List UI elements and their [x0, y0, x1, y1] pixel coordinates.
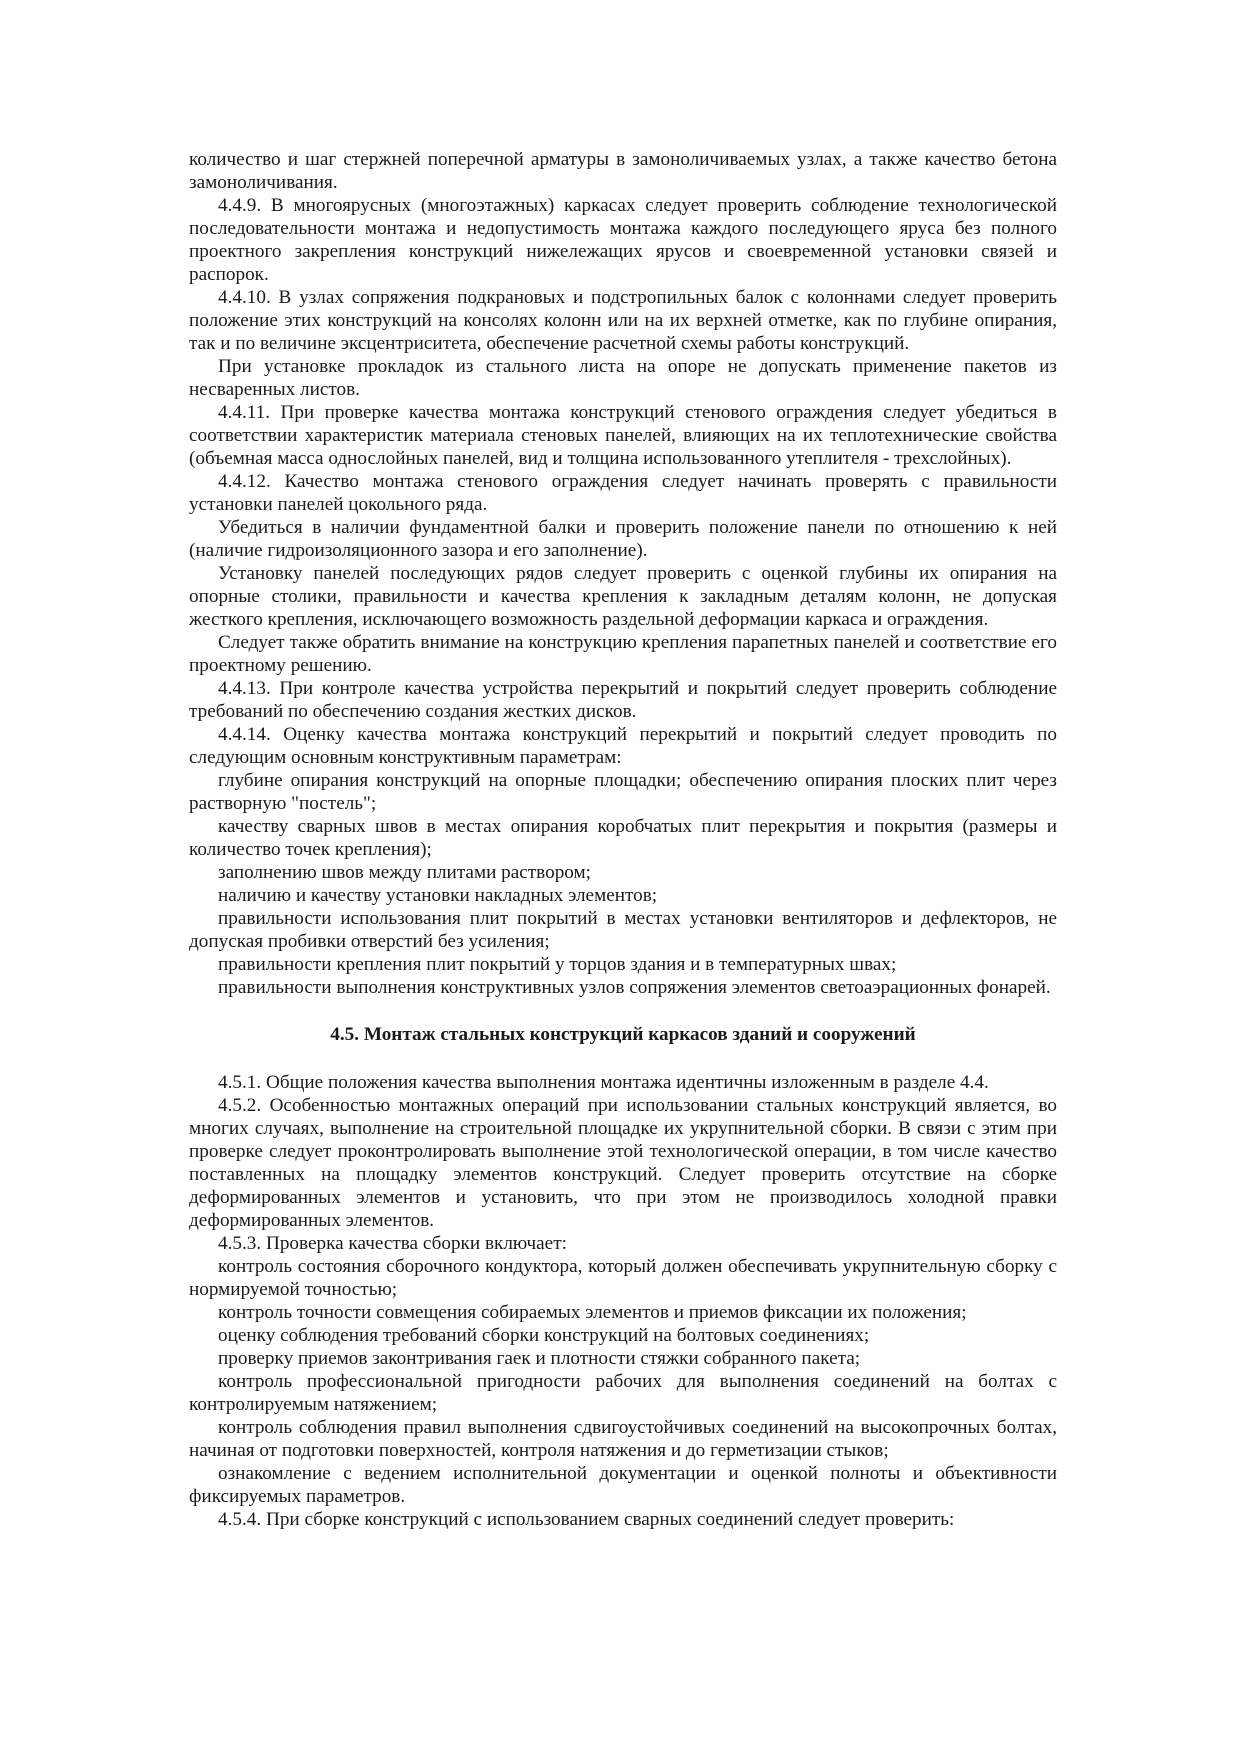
paragraph-foundation-beam: Убедиться в наличии фундаментной балки и проверить положение панели по отношению к ней (наличие гидроизоляционного зазора и его заполнение). — [189, 517, 1057, 561]
paragraph-continuation: количество и шаг стержней поперечной арматуры в замоноличиваемых узлах, а также качество бетона замоноличивания. — [189, 149, 1057, 193]
list-item-documentation: ознакомление с ведением исполнительной документации и оценкой полноты и объективности фиксируемых параметров. — [189, 1463, 1057, 1507]
list-item-alignment-control: контроль точности совмещения собираемых элементов и приемов фиксации их положения; — [218, 1302, 967, 1323]
paragraph-4-4-14: 4.4.14. Оценку качества монтажа конструкций перекрытий и покрытий следует проводить по следующим основным конструктивным параметрам: — [189, 724, 1057, 768]
paragraph-gaskets: При установке прокладок из стального листа на опоре не допускать применение пакетов из несваренных листов. — [189, 356, 1057, 400]
list-item-nut-locking: проверку приемов законтривания гаек и плотности стяжки собранного пакета; — [218, 1348, 861, 1369]
list-item-support-depth: глубине опирания конструкций на опорные площадки; обеспечению опирания плоских плит через растворную "постель"; — [189, 770, 1057, 814]
list-item-joint-filling: заполнению швов между плитами раствором; — [218, 862, 591, 883]
list-item-slip-resistant-joints: контроль соблюдения правил выполнения сдвигоустойчивых соединений на высокопрочных болтах, начиная от подготовки поверхностей, контроля натяжения и до герметизации стыков; — [189, 1417, 1057, 1461]
section-heading-4-5: 4.5. Монтаж стальных конструкций каркасов зданий и сооружений — [330, 1024, 916, 1045]
list-item-fan-slabs: правильности использования плит покрытий в местах установки вентиляторов и дефлекторов, не допуская пробивки отверстий без усиления; — [189, 908, 1057, 952]
paragraph-4-4-13: 4.4.13. При контроле качества устройства перекрытий и покрытий следует проверить соблюдение требований по обеспечению создания жестких дисков. — [189, 678, 1057, 722]
paragraph-parapet: Следует также обратить внимание на конструкцию крепления парапетных панелей и соответствие его проектному решению. — [189, 632, 1057, 676]
list-item-bolted-assembly: оценку соблюдения требований сборки конструкций на болтовых соединениях; — [218, 1325, 870, 1346]
document-page — [189, 148, 1057, 1531]
paragraph-4-4-12: 4.4.12. Качество монтажа стенового ограждения следует начинать проверять с правильности установки панелей цокольного ряда. — [189, 471, 1057, 515]
paragraph-4-5-3: 4.5.3. Проверка качества сборки включает: — [218, 1233, 567, 1254]
list-item-jig-control: контроль состояния сборочного кондуктора, который должен обеспечивать укрупнительную сборку с нормируемой точностью; — [189, 1256, 1057, 1300]
paragraph-4-4-10: 4.4.10. В узлах сопряжения подкрановых и подстропильных балок с колоннами следует проверить положение этих конструкций на консолях колонн или на их верхней отметке, как по глубине опирания, так и по величине эксцентриситета, обеспечение расчетной схемы работы конструкций. — [189, 287, 1057, 354]
list-item-weld-quality: качеству сварных швов в местах опирания коробчатых плит перекрытия и покрытия (размеры и количество точек крепления); — [189, 816, 1057, 860]
paragraph-4-5-2: 4.5.2. Особенностью монтажных операций при использовании стальных конструкций является, во многих случаях, выполнение на строительной площадке их укрупнительной сборки. В связи с этим при проверке следует проконтролировать выполнение этой технологической операции, в том числе качество поставленных на площадку элементов конструкций. Следует проверить отсутствие на сборке деформированных элементов и установить, что при этом не производилось холодной правки деформированных элементов. — [189, 1095, 1057, 1231]
list-item-worker-qualification: контроль профессиональной пригодности рабочих для выполнения соединений на болтах с контролируемым натяжением; — [189, 1371, 1057, 1415]
paragraph-4-5-4: 4.5.4. При сборке конструкций с использованием сварных соединений следует проверить: — [218, 1509, 955, 1530]
paragraph-4-4-11: 4.4.11. При проверке качества монтажа конструкций стенового ограждения следует убедиться в соответствии характеристик материала стеновых панелей, влияющих на их теплотехнические свойства (объемная масса однослойных панелей, вид и толщина использованного утеплителя - трехслойных). — [189, 402, 1057, 469]
paragraph-next-rows: Установку панелей последующих рядов следует проверить с оценкой глубины их опирания на опорные столики, правильности и качества крепления к закладным деталям колонн, не допуская жесткого крепления, исключающего возможность раздельной деформации каркаса и ограждения. — [189, 563, 1057, 630]
list-item-lantern-joints: правильности выполнения конструктивных узлов сопряжения элементов светоаэрационных фонарей. — [218, 977, 1051, 998]
paragraph-4-5-1: 4.5.1. Общие положения качества выполнения монтажа идентичны изложенным в разделе 4.4. — [218, 1072, 989, 1093]
list-item-end-slabs: правильности крепления плит покрытий у торцов здания и в температурных швах; — [218, 954, 897, 975]
paragraph-4-4-9: 4.4.9. В многоярусных (многоэтажных) каркасах следует проверить соблюдение технологической последовательности монтажа и недопустимость монтажа каждого последующего яруса без полного проектного закрепления конструкций нижележащих ярусов и своевременной установки связей и распорок. — [189, 195, 1057, 285]
list-item-overlay-elements: наличию и качеству установки накладных элементов; — [218, 885, 658, 906]
